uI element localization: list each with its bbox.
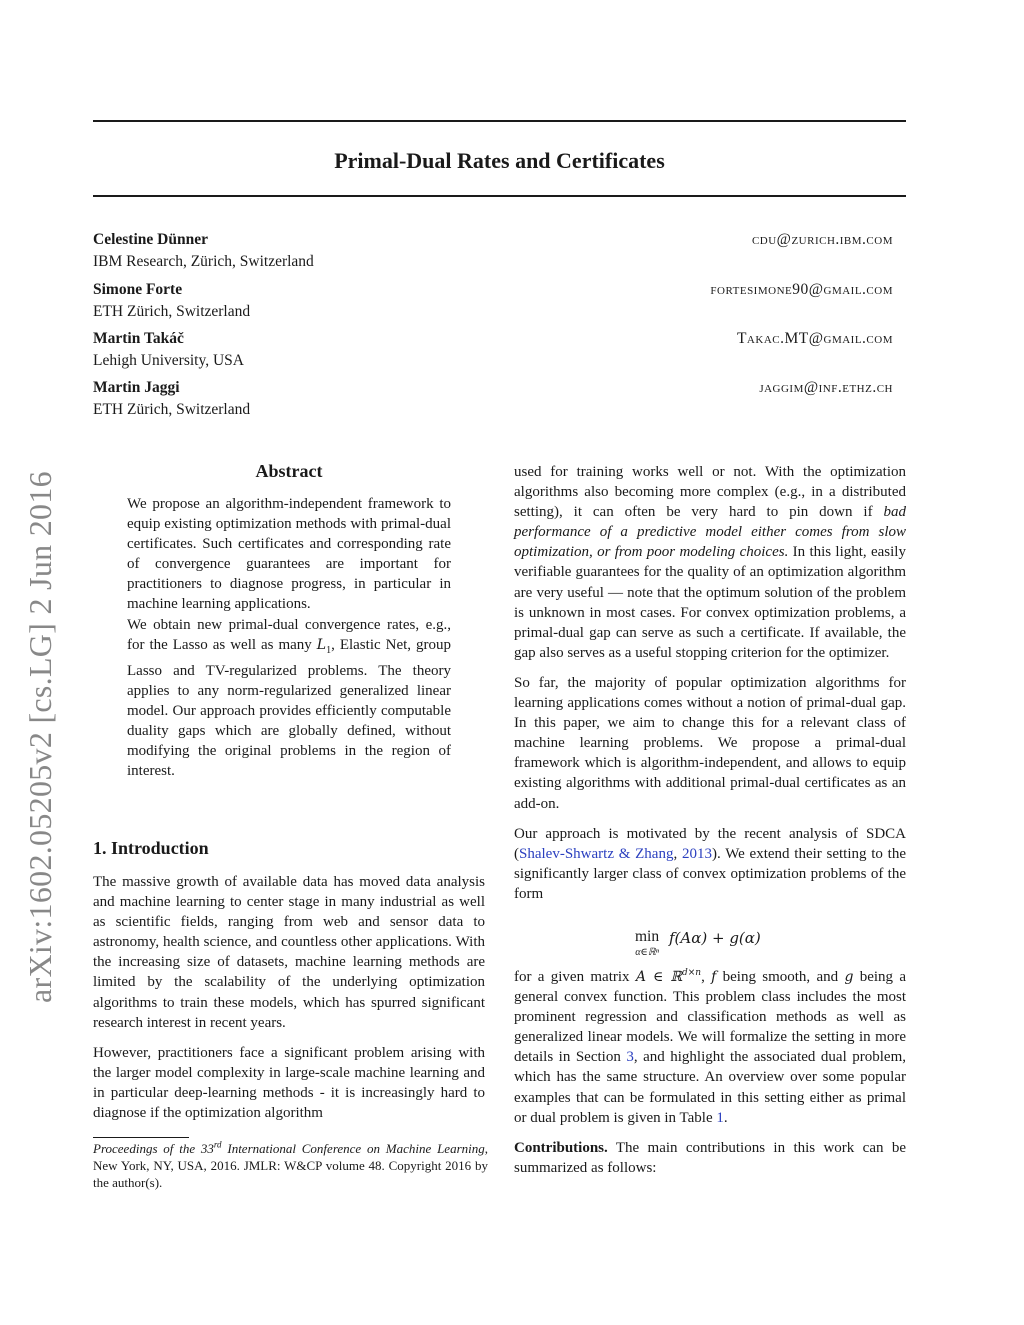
intro-paragraph: The massive growth of available data has moved data analysis and machine learning to center stage in many industrial as well as scientific fields, ranging from web and sensor data to astronomy, health science, and countless other applications. With the increasing size of datasets, machine learning methods are limited by the scalability of the underlying optimization algorithms to train these models, which has spurred significant research interest in recent years. [93, 874, 485, 1031]
math-sup: d×n [681, 968, 702, 978]
body-text: The main contributions in this work can be summarized as follows: [514, 1139, 906, 1176]
right-column-bottom [514, 967, 906, 1178]
author-name: Martin Takáč [93, 330, 184, 347]
footnote-text: Proceedings of the [93, 1141, 201, 1156]
table-link[interactable]: 1 [716, 1109, 724, 1126]
intro-body [93, 872, 485, 1123]
author-affiliation: Lehigh University, USA [93, 352, 244, 369]
abstract-body [127, 494, 451, 781]
body-text: Our approach is motivated by the recent analysis of SDCA ( [514, 825, 906, 862]
footnote-sup: rd [213, 1139, 222, 1150]
author-block [93, 229, 893, 273]
contributions-label: Contributions. [514, 1139, 608, 1156]
body-paragraph [514, 1138, 906, 1178]
author-affiliation: IBM Research, Zürich, Switzerland [93, 253, 314, 270]
arxiv-stamp: arXiv:1602.05205v2 [cs.LG] 2 Jun 2016 [22, 471, 58, 1003]
math-subscript: 1 [326, 644, 332, 656]
body-text: ). We extend their setting to the significantly larger class of convex optimization problems of the form [514, 845, 906, 902]
body-text: , and highlight the associated dual problem, which has the same structure. An overview over some popular examples that can be formulated in this setting either as primal or dual problem is given in Table [514, 1049, 906, 1126]
author-name: Simone Forte [93, 281, 183, 298]
body-text: for a given matrix [514, 969, 636, 985]
body-text: , [701, 969, 712, 985]
body-paragraph [514, 824, 906, 904]
section-link[interactable]: 3 [626, 1049, 634, 1066]
footnote-text: International Conference on Machine Learning [221, 1141, 485, 1156]
author-email[interactable]: fortesimone90@gmail.com [710, 281, 893, 298]
equation [635, 929, 761, 961]
body-text: . [723, 1109, 728, 1126]
footnote [93, 1140, 488, 1191]
author-email[interactable]: Takac.MT@gmail.com [736, 330, 893, 347]
author-block [93, 328, 893, 372]
equation-min [635, 929, 659, 961]
body-text: used for training works well or not. With the optimization algorithms also becoming more complex (e.g., in a distributed setting), it can often be very hard to pin down if [514, 464, 906, 521]
equation-min-text: min [635, 928, 660, 945]
body-paragraph [514, 462, 906, 663]
equation-subscript: α∈ℝⁿ [635, 947, 659, 958]
abstract-text: We obtain new primal-dual convergence rates, e.g., for the Lasso as well as many [127, 616, 451, 653]
author-email[interactable]: cdu@zurich.ibm.com [751, 231, 893, 248]
math-symbol: L [316, 636, 327, 653]
author-block [93, 279, 893, 323]
author-affiliation: ETH Zürich, Switzerland [93, 401, 251, 418]
title-rule [93, 195, 906, 197]
body-paragraph [514, 967, 906, 1128]
body-text: being smooth, and [716, 969, 845, 985]
math-inline: A ∈ ℝ [635, 969, 682, 985]
abstract-paragraph [127, 615, 451, 782]
body-emphasis: bad performance of a predictive model either comes from slow optimization, or from poor modeling choices. [514, 504, 906, 561]
equation-body: f(Aα) + g(α) [669, 929, 761, 947]
author-name: Celestine Dünner [93, 231, 208, 248]
author-email[interactable]: jaggim@inf.ethz.ch [759, 379, 893, 396]
body-text: being a general convex function. This problem class includes the most prominent regression and classification methods as well as generalized linear models. We will formalize the setting in more details in Section [514, 969, 907, 1066]
author-name: Martin Jaggi [93, 379, 180, 396]
right-column-top [514, 462, 906, 904]
body-text: , [673, 845, 682, 862]
body-paragraph: So far, the majority of popular optimization algorithms for learning applications comes without a notion of primal-dual gap. In this paper, we aim to change this for a relevant class of machine learning problems. We propose a primal-dual framework which is algorithm-independent, and allows to equip existing algorithms with additional primal-dual certificates as an add-on. [514, 674, 906, 812]
footnote-rule [93, 1137, 189, 1138]
intro-paragraph: However, practitioners face a significant problem arising with the larger model complexity in large-scale machine learning and in particular deep-learning methods - it is increasingly hard to diagnose if the optimization algorithm [93, 1044, 485, 1122]
abstract-heading: Abstract [255, 461, 323, 481]
citation-year-link[interactable]: 2013 [681, 845, 712, 862]
abstract-paragraph: We propose an algorithm-independent framework to equip existing optimization methods with primal-dual certificates. Such certificates and corresponding rate of convergence guarantees are important for practitioners to diagnose progress, in particular in machine learning applications. [127, 496, 451, 613]
author-block [93, 377, 893, 421]
paper-title: Primal-Dual Rates and Certificates [334, 148, 665, 173]
section-heading: 1. Introduction [93, 838, 209, 858]
footnote-text: , New York, NY, USA, 2016. JMLR: W&CP volume 48. Copyright 2016 by the author(s). [93, 1141, 488, 1190]
author-affiliation: ETH Zürich, Switzerland [93, 303, 251, 320]
footnote-text: 33 [200, 1141, 214, 1156]
top-rule [93, 120, 906, 122]
abstract-text: , Elastic Net, group Lasso and TV-regularized problems. The theory applies to any norm-regularized generalized linear model. Our approach provides efficiently computable duality gaps which are globally defined, without modifying the original problems in the region of interest. [127, 636, 451, 780]
math-inline: g [844, 969, 854, 985]
math-inline: f [711, 969, 717, 985]
citation-link[interactable]: Shalev-Shwartz & Zhang [519, 845, 674, 862]
body-text: In this light, easily verifiable guarantees for the quality of an optimization algorithm are very useful — note that the optimum solution of the problem is unknown in most cases. For convex optimization problems, a primal-dual gap can serve as such a certificate. If available, the gap also serves as a useful stopping criterion for the optimizer. [514, 544, 906, 661]
